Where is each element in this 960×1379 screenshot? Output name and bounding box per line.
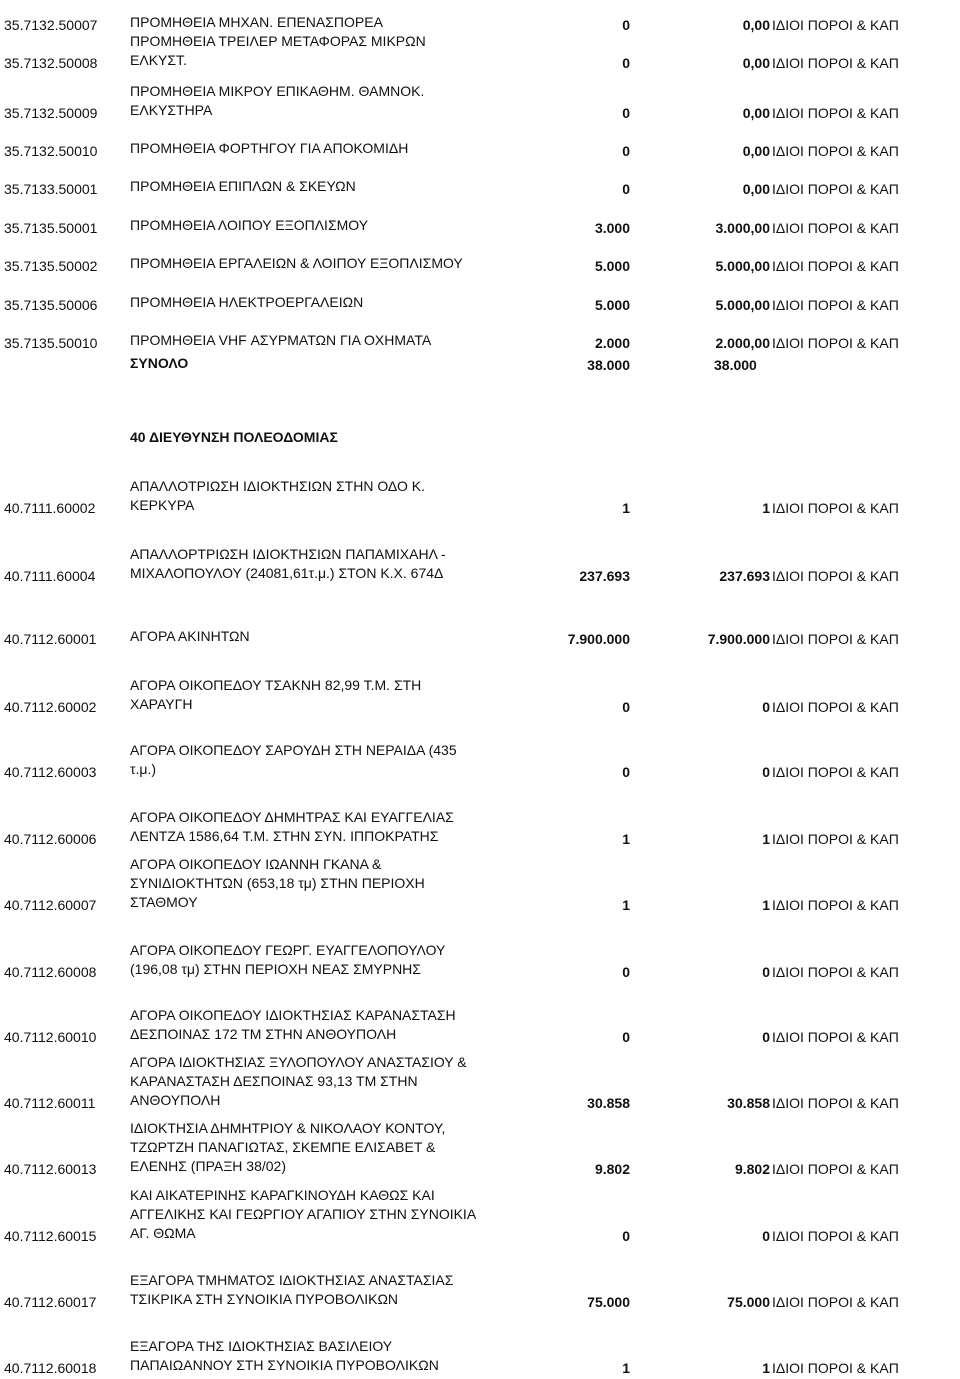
row-code: 40.7112.60010 [4, 1029, 97, 1045]
row-total: 0,00 [742, 17, 770, 33]
description-line: ΣΥΝΙΔΙΟΚΤΗΤΩΝ (653,18 τμ) ΣΤΗΝ ΠΕΡΙΟΧΗ [130, 875, 425, 891]
description-line: τ.μ.) [130, 761, 157, 777]
row-amount: 9.802 [594, 1161, 630, 1177]
row-code: 40.7111.60002 [4, 500, 96, 516]
row-amount: 0 [622, 964, 630, 980]
row-funding-source: ΙΔΙΟΙ ΠΟΡΟΙ & ΚΑΠ [772, 631, 899, 647]
row-total: 0,00 [742, 143, 770, 159]
section-title: 40 ΔΙΕΥΘΥΝΣΗ ΠΟΛΕΟΔΟΜΙΑΣ [130, 429, 338, 445]
row-funding-source: ΙΔΙΟΙ ΠΟΡΟΙ & ΚΑΠ [772, 831, 899, 847]
description-line: ΚΑΡΑΝΑΣΤΑΣΗ ΔΕΣΠΟΙΝΑΣ 93,13 ΤΜ ΣΤΗΝ [130, 1073, 418, 1089]
row-funding-source: ΙΔΙΟΙ ΠΟΡΟΙ & ΚΑΠ [772, 699, 899, 715]
row-funding-source: ΙΔΙΟΙ ΠΟΡΟΙ & ΚΑΠ [772, 105, 899, 121]
row-funding-source: ΙΔΙΟΙ ΠΟΡΟΙ & ΚΑΠ [772, 258, 899, 274]
description-line: ΕΞΑΓΟΡΑ ΤΜΗΜΑΤΟΣ ΙΔΙΟΚΤΗΣΙΑΣ ΑΝΑΣΤΑΣΙΑΣ [130, 1272, 454, 1288]
description-line: ΑΓΟΡΑ ΟΙΚΟΠΕΔΟΥ ΙΩΑΝΝΗ ΓΚΑΝΑ & [130, 856, 382, 872]
description-line: ΑΠΑΛΛΟΤΡΙΩΣΗ ΙΔΙΟΚΤΗΣΙΩΝ ΣΤΗΝ ΟΔΟ Κ. [130, 478, 425, 494]
row-amount: 0 [622, 1228, 630, 1244]
description-line: ΑΠΑΛΛΟΡΤΡΙΩΣΗ ΙΔΙΟΚΤΗΣΙΩΝ ΠΑΠΑΜΙΧΑΗΛ - [130, 546, 446, 562]
row-total: 75.000 [727, 1294, 770, 1310]
row-funding-source: ΙΔΙΟΙ ΠΟΡΟΙ & ΚΑΠ [772, 500, 899, 516]
description-line: ΠΡΟΜΗΘΕΙΑ ΛΟΙΠΟΥ ΕΞΟΠΛΙΣΜΟΥ [130, 217, 369, 233]
row-code: 40.7112.60015 [4, 1228, 97, 1244]
row-amount: 1 [622, 1360, 630, 1376]
row-total: 0,00 [742, 105, 770, 121]
row-total: 5.000,00 [715, 258, 770, 274]
row-total: 1 [762, 831, 770, 847]
row-total: 237.693 [719, 568, 770, 584]
description-line: ΑΓΟΡΑ ΟΙΚΟΠΕΔΟΥ ΔΗΜΗΤΡΑΣ ΚΑΙ ΕΥΑΓΓΕΛΙΑΣ [130, 809, 454, 825]
row-code: 35.7135.50001 [4, 220, 98, 236]
description-line: ΑΓΟΡΑ ΟΙΚΟΠΕΔΟΥ ΓΕΩΡΓ. ΕΥΑΓΓΕΛΟΠΟΥΛΟΥ [130, 942, 446, 958]
row-code: 40.7112.60003 [4, 764, 97, 780]
summary-total: 38.000 [714, 357, 757, 373]
row-total: 30.858 [727, 1095, 770, 1111]
row-code: 40.7112.60001 [4, 631, 97, 647]
row-funding-source: ΙΔΙΟΙ ΠΟΡΟΙ & ΚΑΠ [772, 897, 899, 913]
row-code: 40.7112.60002 [4, 699, 97, 715]
row-funding-source: ΙΔΙΟΙ ΠΟΡΟΙ & ΚΑΠ [772, 297, 899, 313]
row-amount: 30.858 [587, 1095, 630, 1111]
description-line: ΤΖΩΡΤΖΗ ΠΑΝΑΓΙΩΤΑΣ, ΣΚΕΜΠΕ ΕΛΙΣΑΒΕΤ & [130, 1139, 436, 1155]
row-code: 35.7135.50006 [4, 297, 98, 313]
description-line: ΧΑΡΑΥΓΗ [130, 696, 193, 712]
row-amount: 0 [622, 1029, 630, 1045]
row-total: 9.802 [734, 1161, 770, 1177]
row-total: 1 [762, 897, 770, 913]
row-funding-source: ΙΔΙΟΙ ΠΟΡΟΙ & ΚΑΠ [772, 764, 899, 780]
row-code: 35.7135.50010 [4, 335, 98, 351]
row-funding-source: ΙΔΙΟΙ ΠΟΡΟΙ & ΚΑΠ [772, 335, 899, 351]
row-total: 5.000,00 [715, 297, 770, 313]
row-amount: 1 [622, 831, 630, 847]
description-line: ΑΓΟΡΑ ΟΙΚΟΠΕΔΟΥ ΤΣΑΚΝΗ 82,99 Τ.Μ. ΣΤΗ [130, 677, 422, 693]
row-total: 0,00 [742, 181, 770, 197]
row-funding-source: ΙΔΙΟΙ ΠΟΡΟΙ & ΚΑΠ [772, 220, 899, 236]
description-line: ΠΑΠΑΙΩΑΝΝΟΥ ΣΤΗ ΣΥΝΟΙΚΙΑ ΠΥΡΟΒΟΛΙΚΩΝ [130, 1357, 439, 1373]
description-line: ΚΑΙ ΑΙΚΑΤΕΡΙΝΗΣ ΚΑΡΑΓΚΙΝΟΥΔΗ ΚΑΘΩΣ ΚΑΙ [130, 1187, 435, 1203]
description-line: ΠΡΟΜΗΘΕΙΑ ΦΟΡΤΗΓΟΥ ΓΙΑ ΑΠΟΚΟΜΙΔΗ [130, 140, 409, 156]
row-funding-source: ΙΔΙΟΙ ΠΟΡΟΙ & ΚΑΠ [772, 568, 899, 584]
description-line: ΕΞΑΓΟΡΑ ΤΗΣ ΙΔΙΟΚΤΗΣΙΑΣ ΒΑΣΙΛΕΙΟΥ [130, 1338, 393, 1354]
row-amount: 3.000 [594, 220, 630, 236]
row-code: 40.7112.60008 [4, 964, 97, 980]
description-line: ΠΡΟΜΗΘΕΙΑ ΤΡΕΙΛΕΡ ΜΕΤΑΦΟΡΑΣ ΜΙΚΡΩΝ [130, 33, 426, 49]
row-code: 40.7112.60018 [4, 1360, 97, 1376]
row-funding-source: ΙΔΙΟΙ ΠΟΡΟΙ & ΚΑΠ [772, 143, 899, 159]
row-amount: 1 [622, 500, 630, 516]
description-line: ΑΓ. ΘΩΜΑ [130, 1225, 196, 1241]
row-total: 0 [762, 964, 770, 980]
row-amount: 1 [622, 897, 630, 913]
row-funding-source: ΙΔΙΟΙ ΠΟΡΟΙ & ΚΑΠ [772, 181, 899, 197]
description-line: ΕΛΚΥΣΤΗΡΑ [130, 102, 213, 118]
row-total: 0,00 [742, 55, 770, 71]
description-line: ΕΛΕΝΗΣ (ΠΡΑΞΗ 38/02) [130, 1158, 286, 1174]
description-line: ΠΡΟΜΗΘΕΙΑ ΗΛΕΚΤΡΟΕΡΓΑΛΕΙΩΝ [130, 294, 364, 310]
row-total: 3.000,00 [715, 220, 770, 236]
row-amount: 2.000 [594, 335, 630, 351]
description-line: ΑΓΟΡΑ ΑΚΙΝΗΤΩΝ [130, 628, 250, 644]
row-total: 0 [762, 1029, 770, 1045]
row-amount: 5.000 [594, 297, 630, 313]
row-funding-source: ΙΔΙΟΙ ΠΟΡΟΙ & ΚΑΠ [772, 1360, 899, 1376]
description-line: ΙΔΙΟΚΤΗΣΙΑ ΔΗΜΗΤΡΙΟΥ & ΝΙΚΟΛΑΟΥ ΚΟΝΤΟΥ, [130, 1120, 446, 1136]
description-line: ΤΣΙΚΡΙΚΑ ΣΤΗ ΣΥΝΟΙΚΙΑ ΠΥΡΟΒΟΛΙΚΩΝ [130, 1291, 399, 1307]
row-code: 35.7135.50002 [4, 258, 98, 274]
description-line: ΠΡΟΜΗΘΕΙΑ ΕΠΙΠΛΩΝ & ΣΚΕΥΩΝ [130, 178, 356, 194]
row-funding-source: ΙΔΙΟΙ ΠΟΡΟΙ & ΚΑΠ [772, 1029, 899, 1045]
summary-amount: 38.000 [587, 357, 630, 373]
description-line: ΑΓΟΡΑ ΟΙΚΟΠΕΔΟΥ ΙΔΙΟΚΤΗΣΙΑΣ ΚΑΡΑΝΑΣΤΑΣΗ [130, 1007, 456, 1023]
row-code: 40.7112.60011 [4, 1095, 96, 1111]
description-line: ΠΡΟΜΗΘΕΙΑ ΕΡΓΑΛΕΙΩΝ & ΛΟΙΠΟΥ ΕΞΟΠΛΙΣΜΟΥ [130, 255, 463, 271]
row-amount: 0 [622, 143, 630, 159]
row-code: 40.7111.60004 [4, 568, 96, 584]
description-line: ΠΡΟΜΗΘΕΙΑ ΜΙΚΡΟΥ ΕΠΙΚΑΘΗΜ. ΘΑΜΝΟΚ. [130, 83, 425, 99]
row-code: 40.7112.60013 [4, 1161, 97, 1177]
row-code: 40.7112.60007 [4, 897, 97, 913]
row-funding-source: ΙΔΙΟΙ ΠΟΡΟΙ & ΚΑΠ [772, 1161, 899, 1177]
row-code: 35.7132.50010 [4, 143, 98, 159]
row-amount: 75.000 [587, 1294, 630, 1310]
description-line: ΑΝΘΟΥΠΟΛΗ [130, 1092, 221, 1108]
description-line: ΛΕΝΤΖΑ 1586,64 Τ.Μ. ΣΤΗΝ ΣΥΝ. ΙΠΠΟΚΡΑΤΗΣ [130, 828, 439, 844]
row-amount: 237.693 [579, 568, 630, 584]
row-total: 1 [762, 500, 770, 516]
description-line: ΔΕΣΠΟΙΝΑΣ 172 ΤΜ ΣΤΗΝ ΑΝΘΟΥΠΟΛΗ [130, 1026, 397, 1042]
row-amount: 0 [622, 181, 630, 197]
row-total: 0 [762, 699, 770, 715]
row-amount: 5.000 [594, 258, 630, 274]
row-total: 0 [762, 1228, 770, 1244]
description-line: (196,08 τμ) ΣΤΗΝ ΠΕΡΙΟΧΗ ΝΕΑΣ ΣΜΥΡΝΗΣ [130, 961, 421, 977]
row-amount: 0 [622, 105, 630, 121]
row-amount: 0 [622, 17, 630, 33]
row-code: 40.7112.60006 [4, 831, 97, 847]
row-total: 1 [762, 1360, 770, 1376]
row-total: 7.900.000 [707, 631, 770, 647]
row-funding-source: ΙΔΙΟΙ ΠΟΡΟΙ & ΚΑΠ [772, 1095, 899, 1111]
row-description [130, 1337, 510, 1375]
row-amount: 0 [622, 55, 630, 71]
row-funding-source: ΙΔΙΟΙ ΠΟΡΟΙ & ΚΑΠ [772, 1228, 899, 1244]
description-line: ΠΡΟΜΗΘΕΙΑ ΜΗΧΑΝ. ΕΠΕΝΑΣΠΟΡΕΑ [130, 14, 383, 30]
summary-label: ΣΥΝΟΛΟ [130, 355, 189, 371]
row-amount: 0 [622, 699, 630, 715]
description-line: ΑΓΟΡΑ ΙΔΙΟΚΤΗΣΙΑΣ ΞΥΛΟΠΟΥΛΟΥ ΑΝΑΣΤΑΣΙΟΥ & [130, 1054, 467, 1070]
row-amount: 0 [622, 764, 630, 780]
description-line: ΠΡΟΜΗΘΕΙΑ VHF ΑΣΥΡΜΑΤΩΝ ΓΙΑ ΟΧΗΜΑΤΑ [130, 332, 432, 348]
row-code: 35.7132.50007 [4, 17, 98, 33]
row-code: 35.7132.50008 [4, 55, 98, 71]
row-funding-source: ΙΔΙΟΙ ΠΟΡΟΙ & ΚΑΠ [772, 17, 899, 33]
description-line: ΜΙΧΑΛΟΠΟΥΛΟΥ (24081,61τ.μ.) ΣΤΟΝ Κ.Χ. 674Δ [130, 565, 444, 581]
description-line: ΣΤΑΘΜΟΥ [130, 894, 198, 910]
row-code: 35.7133.50001 [4, 181, 98, 197]
row-code: 40.7112.60017 [4, 1294, 97, 1310]
row-funding-source: ΙΔΙΟΙ ΠΟΡΟΙ & ΚΑΠ [772, 1294, 899, 1310]
row-amount: 7.900.000 [567, 631, 630, 647]
description-line: ΚΕΡΚΥΡΑ [130, 497, 195, 513]
description-line: ΕΛΚΥΣΤ. [130, 52, 187, 68]
description-line: ΑΓΓΕΛΙΚΗΣ ΚΑΙ ΓΕΩΡΓΙΟΥ ΑΓΑΠΙΟΥ ΣΤΗΝ ΣΥΝΟΙΚΙΑ [130, 1206, 477, 1222]
row-total: 0 [762, 764, 770, 780]
description-line: ΑΓΟΡΑ ΟΙΚΟΠΕΔΟΥ ΣΑΡΟΥΔΗ ΣΤΗ ΝΕΡΑΙΔΑ (435 [130, 742, 457, 758]
row-funding-source: ΙΔΙΟΙ ΠΟΡΟΙ & ΚΑΠ [772, 964, 899, 980]
row-total: 2.000,00 [715, 335, 770, 351]
row-funding-source: ΙΔΙΟΙ ΠΟΡΟΙ & ΚΑΠ [772, 55, 899, 71]
row-code: 35.7132.50009 [4, 105, 98, 121]
